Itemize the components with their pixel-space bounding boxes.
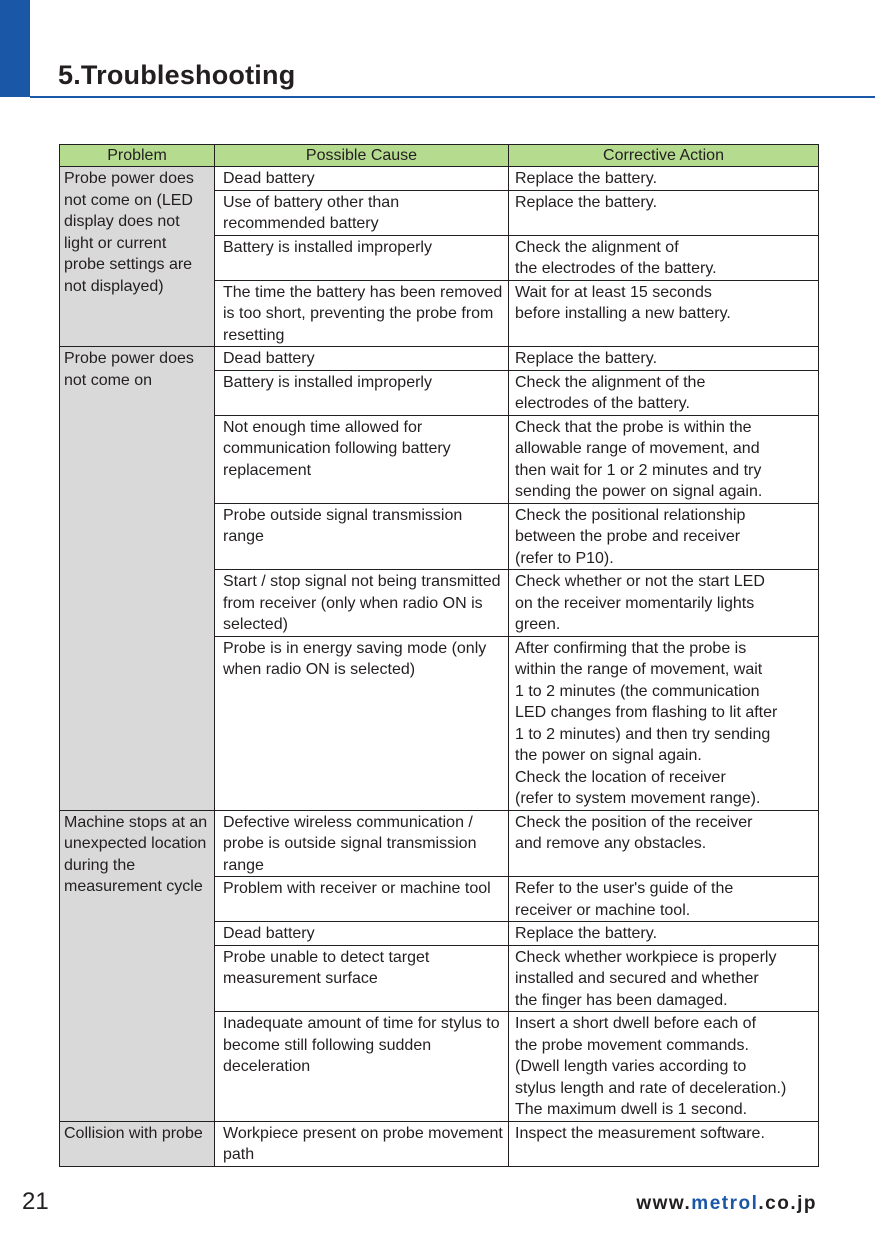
url-brand: metrol [691,1193,759,1214]
cause-cell: Use of battery other than recommended battery [215,190,509,235]
column-header-problem: Problem [60,145,215,167]
problem-cell: Collision with probe [60,1121,215,1166]
action-cell: Check the positional relationship between the probe and receiver (refer to P10). [509,503,819,570]
table-header-row [60,145,819,167]
table-row [60,347,819,371]
cause-cell: Defective wireless communication / probe is outside signal transmission range [215,810,509,877]
cause-cell: Battery is installed improperly [215,370,509,415]
cause-cell: Probe unable to detect target measurement surface [215,945,509,1012]
table-row [60,167,819,191]
action-cell: Check the position of the receiver and remove any obstacles. [509,810,819,877]
troubleshooting-table [59,144,819,1167]
cause-cell: Problem with receiver or machine tool [215,877,509,922]
column-header-cause: Possible Cause [215,145,509,167]
title-divider [30,96,875,98]
cause-cell: Inadequate amount of time for stylus to become still following sudden deceleration [215,1012,509,1122]
action-cell: Check that the probe is within the allowable range of movement, and then wait for 1 or 2 minutes and try sending the power on signal again. [509,415,819,503]
action-cell: Check whether or not the start LED on the receiver momentarily lights green. [509,570,819,637]
cause-cell: Probe outside signal transmission range [215,503,509,570]
action-cell: Replace the battery. [509,167,819,191]
column-header-action: Corrective Action [509,145,819,167]
action-cell: Insert a short dwell before each of the probe movement commands. (Dwell length varies according to stylus length and rate of deceleration.) The maximum dwell is 1 second. [509,1012,819,1122]
action-cell: Replace the battery. [509,922,819,946]
action-cell: Inspect the measurement software. [509,1121,819,1166]
page-title: 5.Troubleshooting [58,60,296,90]
page-number: 21 [22,1188,49,1215]
action-cell: Check the alignment of the electrodes of the battery. [509,235,819,280]
action-cell: After confirming that the probe is within the range of movement, wait 1 to 2 minutes (the communication LED changes from flashing to lit after 1 to 2 minutes) and then try sending the power on signal again. Check the location of receiver (refer to system movement range). [509,636,819,810]
url-prefix: www. [636,1193,692,1214]
table-row [60,810,819,877]
action-cell: Check whether workpiece is properly installed and secured and whether the finger has been damaged. [509,945,819,1012]
cause-cell: Workpiece present on probe movement path [215,1121,509,1166]
problem-cell: Machine stops at an unexpected location during the measurement cycle [60,810,215,1121]
website-url [636,1193,817,1215]
problem-cell: Probe power does not come on [60,347,215,811]
cause-cell: Dead battery [215,922,509,946]
problem-cell: Probe power does not come on (LED display does not light or current probe settings are not displayed) [60,167,215,347]
cause-cell: Battery is installed improperly [215,235,509,280]
action-cell: Replace the battery. [509,347,819,371]
cause-cell: Dead battery [215,167,509,191]
action-cell: Replace the battery. [509,190,819,235]
cause-cell: The time the battery has been removed is too short, preventing the probe from resetting [215,280,509,347]
table-row [60,1121,819,1166]
action-cell: Check the alignment of the electrodes of the battery. [509,370,819,415]
section-tab-marker [0,0,30,97]
cause-cell: Probe is in energy saving mode (only when radio ON is selected) [215,636,509,810]
cause-cell: Start / stop signal not being transmitted from receiver (only when radio ON is selected) [215,570,509,637]
action-cell: Refer to the user's guide of the receiver or machine tool. [509,877,819,922]
cause-cell: Dead battery [215,347,509,371]
action-cell: Wait for at least 15 seconds before installing a new battery. [509,280,819,347]
cause-cell: Not enough time allowed for communication following battery replacement [215,415,509,503]
url-suffix: .co.jp [758,1193,817,1214]
